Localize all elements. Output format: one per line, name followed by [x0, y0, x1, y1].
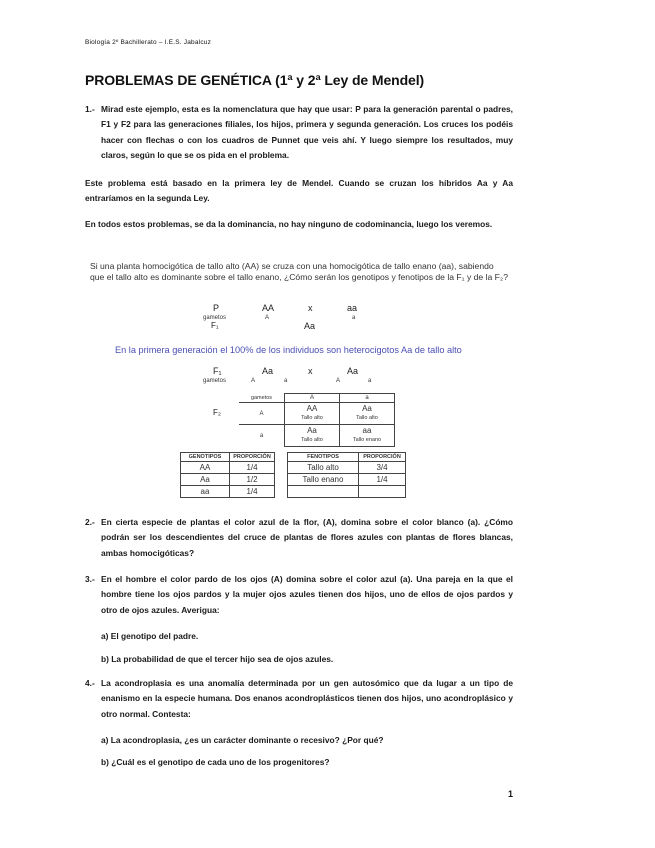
phenotype-cell: Tallo enano [288, 474, 359, 486]
phenotypes-header: FENOTIPOS [288, 453, 359, 462]
intro-paragraph-1 [85, 102, 513, 164]
intro-number: 1.- [85, 104, 95, 114]
page-number: 1 [508, 789, 514, 799]
proportion-cell: 3/4 [359, 462, 406, 474]
question-2-text: En cierta especie de plantas el color azul de la flor, (A), domina sobre el color blanco (a). ¿Cómo podrán ser los descendientes del cruce de plantas de flores azules con plantas de flores blancas, ambas homocigóticas? [101, 517, 513, 558]
genotypes-header: GENOTIPOS [181, 453, 230, 462]
phenotypes-table [287, 452, 406, 498]
f2-label: F₂ [213, 408, 221, 417]
genotype-cell: AA [181, 462, 230, 474]
punnett-genotype: Aa [307, 425, 317, 435]
punnett-genotype: aa [362, 425, 372, 435]
punnett-genotype: Aa [362, 404, 372, 413]
genotypes-proportion-header: PROPORCIÓN [230, 453, 275, 462]
punnett-row2-gamete: a [239, 425, 285, 447]
example-statement: Si una planta homocigótica de tallo alto (AA) se cruza con una homocigótica de tallo enano (aa), sabiendo que el tallo alto es dominante sobre el tallo enano, ¿Cómo serán los genotipos y fenotipos de la F₁ y de la F₂? [90, 261, 509, 282]
intro-text-1: Mirad este ejemplo, esta es la nomenclatura que hay que usar: P para la generación parental o padres, F1 y F2 para las generaciones filiales, los hijos, primera y segunda generación. Los cruces los podéis hacer con flechas o con los cuadros de Punnet que veis ahí. Y luego siempre los resultados, muy claros, según lo que se os pida en el problema. [101, 104, 513, 161]
cross2-parent1: Aa [262, 366, 274, 376]
cross2-gamete-2a: A [336, 378, 341, 384]
question-2-number: 2.- [85, 517, 95, 527]
cross1-gamete1: A [265, 315, 270, 321]
cross1-f1: Aa [304, 321, 316, 331]
f1-result-text: En la primera generación el 100% de los individuos son heterocigotos Aa de tallo alto [115, 345, 462, 355]
proportion-cell: 1/4 [230, 462, 275, 474]
phenotype-cell: Tallo alto [288, 462, 359, 474]
question-4a: a) La acondroplasia, ¿es un carácter dominante o recesivo? ¿Por qué? [101, 735, 384, 745]
genotype-cell: Aa [181, 474, 230, 486]
punnett-corner: gametos [239, 394, 285, 403]
punnett-row1-gamete: A [239, 403, 285, 425]
cross1-gamete2: a [352, 315, 356, 321]
punnett-cell [340, 403, 395, 425]
cross1-x: x [308, 303, 313, 313]
phenotype-cell [288, 486, 359, 498]
cross2-gamete-2b: a [368, 378, 372, 384]
question-4-number: 4.- [85, 678, 95, 688]
intro-paragraph-2: Este problema está basado en la primera ley de Mendel. Cuando se cruzan los híbridos Aa y Aa entraríamos en la segunda Ley. [85, 178, 513, 204]
question-3 [85, 572, 513, 618]
question-3a: a) El genotipo del padre. [101, 631, 199, 641]
punnett-phenotype: Tallo enano [352, 436, 382, 443]
proportion-cell: 1/2 [230, 474, 275, 486]
cross1-parent2: aa [347, 303, 358, 313]
punnett-col2: a [340, 394, 395, 403]
cross1-gametes-label: gametos [203, 315, 227, 321]
question-3-number: 3.- [85, 574, 95, 584]
cross1-parent1: AA [262, 303, 275, 313]
punnett-col1: A [285, 394, 340, 403]
punnett-square [239, 393, 395, 447]
genotypes-table [180, 452, 275, 498]
intro-paragraph-3: En todos estos problemas, se da la dominancia, no hay ninguno de codominancia, luego los veremos. [85, 219, 493, 229]
proportion-cell: 1/4 [359, 474, 406, 486]
cross2-x: x [308, 366, 313, 376]
punnett-phenotype: Tallo alto [301, 436, 323, 443]
proportion-cell [359, 486, 406, 498]
punnett-genotype: AA [306, 404, 318, 413]
punnett-cell [340, 425, 395, 447]
proportion-cell: 1/4 [230, 486, 275, 498]
genotype-cell: aa [181, 486, 230, 498]
question-4b: b) ¿Cuál es el genotipo de cada uno de los progenitores? [101, 757, 330, 767]
punnett-cell [285, 403, 340, 425]
question-4 [85, 676, 513, 722]
punnett-phenotype: Tallo alto [301, 415, 323, 421]
phenotypes-proportion-header: PROPORCIÓN [359, 453, 406, 462]
page-title: PROBLEMAS DE GENÉTICA (1ª y 2ª Ley de Mendel) [85, 72, 425, 88]
question-4-text: La acondroplasia es una anomalía determinada por un gen autosómico que da lugar a un tipo de enanismo en la especie humana. Dos enanos acondroplásticos tienen dos hijos, uno acondroplásico y otro normal. Contesta: [101, 678, 513, 719]
punnett-cell [285, 425, 340, 447]
question-3b: b) La probabilidad de que el tercer hijo sea de ojos azules. [101, 654, 334, 664]
cross2-gametes-label: gametos [203, 378, 227, 384]
cross2-gamete-1b: a [284, 378, 288, 384]
cross2-f1: F₁ [213, 366, 222, 376]
cross2-gamete-1a: A [251, 378, 256, 384]
cross1-p: P [213, 303, 220, 313]
page-header: Biología 2º Bachillerato – I.E.S. Jabalcuz [85, 39, 212, 46]
cross1-f1-label: F₁ [211, 321, 219, 330]
question-3-text: En el hombre el color pardo de los ojos (A) domina sobre el color azul (a). Una pareja en la que el hombre tiene los ojos pardos y la mujer ojos azules tienen dos hijos, uno de ellos de ojos pardos y otro de ojos azules. Averigua: [101, 574, 513, 615]
punnett-phenotype: Tallo alto [356, 415, 378, 421]
question-2 [85, 515, 513, 561]
cross2-parent2: Aa [347, 366, 359, 376]
